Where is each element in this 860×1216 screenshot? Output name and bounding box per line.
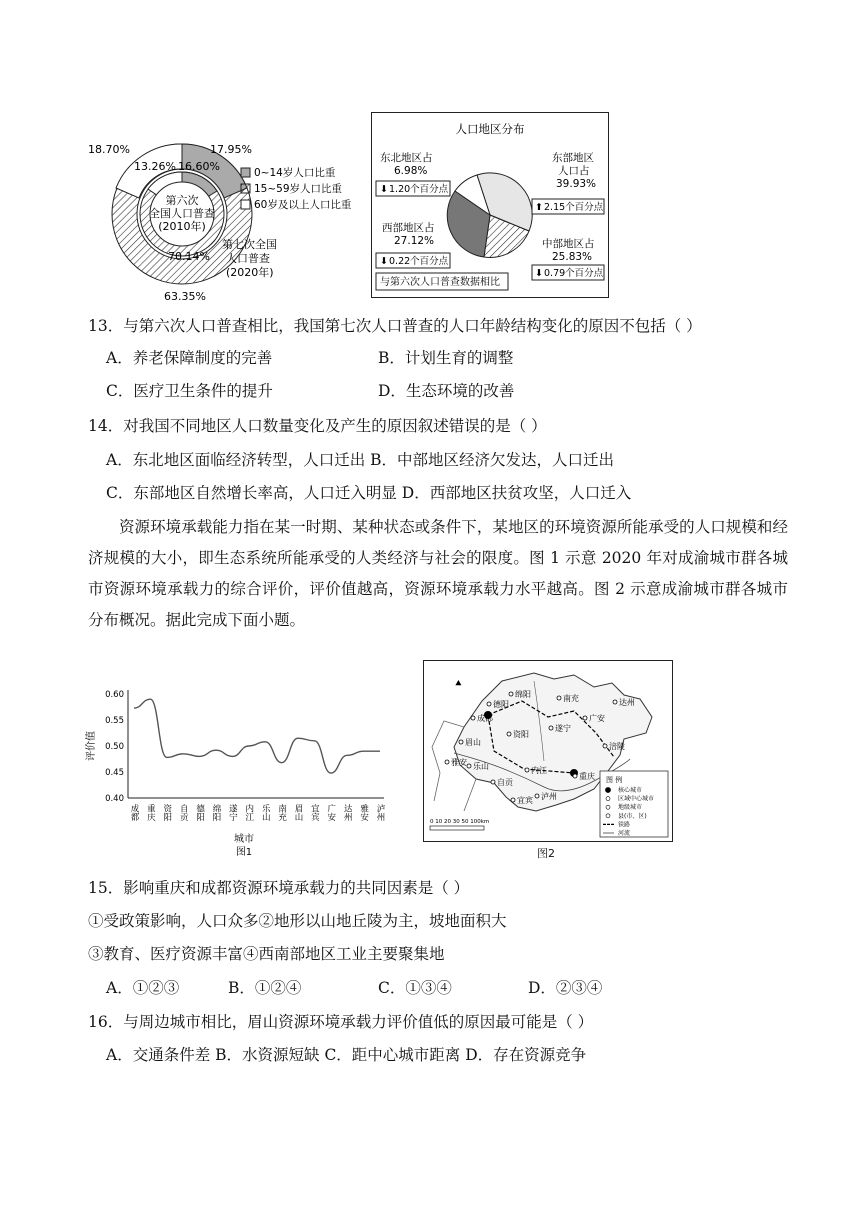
region-title: 人口地区分布 xyxy=(455,122,525,136)
map-legend-item: 河流 xyxy=(618,830,631,837)
east-change: 2.15个百分点 xyxy=(544,202,604,213)
legend-swatch-1559 xyxy=(241,184,250,193)
y-tick-label: 0.50 xyxy=(105,742,124,752)
q13-stem: 13．与第六次人口普查相比，我国第七次人口普查的人口年龄结构变化的原因不包括（ ） xyxy=(88,317,702,335)
city-marker xyxy=(491,780,495,784)
city-label: 宜宾 xyxy=(517,796,533,805)
x-tick-label: 南充 xyxy=(276,804,287,821)
city-label: 涪陵 xyxy=(609,742,625,751)
northeast-change: 1.20个百分点 xyxy=(389,184,449,195)
y-tick-label: 0.40 xyxy=(105,794,124,804)
down-arrow-icon: ⬇ xyxy=(380,184,388,195)
map-legend-item: 县(市、区) xyxy=(618,812,647,820)
east-value: 39.93% xyxy=(556,178,597,190)
central-value: 25.83% xyxy=(552,251,593,263)
map-legend-item: 地级城市 xyxy=(618,804,643,812)
outer-60-label: 18.70% xyxy=(88,143,130,156)
inner-014-label: 16.60% xyxy=(178,160,220,173)
y-tick-label: 0.55 xyxy=(105,716,124,726)
city-label: 眉山 xyxy=(465,738,481,747)
x-tick-label: 乐山 xyxy=(260,804,271,821)
down-arrow-icon: ⬇ xyxy=(380,256,388,267)
city-marker xyxy=(509,692,513,696)
x-tick-label: 广安 xyxy=(325,804,336,821)
city-marker xyxy=(557,696,561,700)
y-axis-label: 评价值 xyxy=(86,731,97,761)
q15-option-c[interactable]: C．①③④ xyxy=(378,979,452,997)
city-label: 内江 xyxy=(531,766,547,775)
up-arrow-icon: ⬆ xyxy=(535,202,543,213)
city-marker xyxy=(507,732,511,736)
city-label: 雅安 xyxy=(451,758,467,767)
city-label: 重庆 xyxy=(579,772,595,781)
outer-label-1: 第七次全国 xyxy=(222,238,277,251)
west-change: 0.22个百分点 xyxy=(389,256,449,267)
city-marker xyxy=(511,798,515,802)
region-distribution-figure xyxy=(371,112,609,298)
city-label: 达州 xyxy=(619,698,635,707)
q13-option-a[interactable]: A．养老保障制度的完善 xyxy=(106,349,273,367)
city-label: 绵阳 xyxy=(515,690,531,699)
line-chart-svg xyxy=(84,680,388,860)
q15-statement-1: ①受政策影响，人口众多②地形以山地丘陵为主，坡地面积大 xyxy=(88,912,507,930)
x-tick-label: 达州 xyxy=(342,804,353,821)
population-age-figure xyxy=(86,128,366,304)
q14-options-ab[interactable]: A．东北地区面临经济转型，人口迁出 B．中部地区经济欠发达，人口迁出 xyxy=(106,451,615,469)
x-tick-label: 内江 xyxy=(243,804,254,821)
q16-stem: 16．与周边城市相比，眉山资源环境承载力评价值低的原因最可能是（ ） xyxy=(88,1013,594,1031)
x-tick-label: 泸州 xyxy=(375,804,385,821)
q15-option-d[interactable]: D．②③④ xyxy=(528,979,603,997)
q16-options[interactable]: A．交通条件差 B．水资源短缺 C．距中心城市距离 D．存在资源竞争 xyxy=(106,1046,587,1064)
legend-symbol xyxy=(606,814,610,818)
legend-swatch-60 xyxy=(241,200,250,209)
city-marker xyxy=(613,700,617,704)
inner-1559-label: 70.14% xyxy=(168,250,210,263)
city-marker xyxy=(603,744,607,748)
center-label-1: 第六次 xyxy=(165,194,199,207)
legend-swatch-014 xyxy=(241,168,250,177)
legend-1559: 15~59岁人口比重 xyxy=(254,183,343,195)
city-label: 泸州 xyxy=(541,792,557,801)
scale-label: 0 10 20 30 50 100km xyxy=(430,819,490,825)
center-label-2: 全国人口普查 xyxy=(149,207,215,220)
city-label: 资阳 xyxy=(513,730,529,739)
q15-option-b[interactable]: B．①②④ xyxy=(228,979,302,997)
city-label: 乐山 xyxy=(473,762,489,771)
northeast-value: 6.98% xyxy=(394,165,428,177)
city-marker xyxy=(525,768,529,772)
x-tick-label: 绵阳 xyxy=(211,804,221,821)
x-tick-label: 重庆 xyxy=(145,804,156,821)
city-marker xyxy=(467,764,471,768)
city-marker xyxy=(445,760,449,764)
q15-statement-2: ③教育、医疗资源丰富④西南部地区工业主要聚集地 xyxy=(88,945,445,963)
q13-option-c[interactable]: C．医疗卫生条件的提升 xyxy=(106,382,273,400)
q15-option-a[interactable]: A．①②③ xyxy=(106,979,180,997)
x-axis-label: 城市 xyxy=(234,834,254,845)
outer-label-2: 人口普查 xyxy=(226,252,270,265)
west-name: 西部地区占 xyxy=(382,222,435,234)
scale-bar xyxy=(430,826,484,830)
legend-symbol xyxy=(606,805,610,809)
city-label: 广安 xyxy=(589,714,605,723)
central-name: 中部地区占 xyxy=(542,238,595,250)
west-value: 27.12% xyxy=(394,235,435,247)
outer-label-3: (2020年) xyxy=(226,266,274,279)
age-ring-chart xyxy=(86,128,366,304)
city-label: 成都 xyxy=(477,714,493,723)
map-legend-item: 铁路 xyxy=(618,821,631,829)
map-legend-item: 核心城市 xyxy=(618,787,643,794)
city-marker xyxy=(549,726,553,730)
city-marker xyxy=(573,774,577,778)
map-svg xyxy=(424,661,672,841)
y-tick-label: 0.45 xyxy=(105,768,124,778)
legend-symbol xyxy=(605,787,610,792)
figure-1-caption: 图1 xyxy=(235,847,253,858)
outer-1559-label: 63.35% xyxy=(164,290,206,303)
city-marker xyxy=(487,702,491,706)
legend-60: 60岁及以上人口比重 xyxy=(254,199,352,211)
east-name-2: 人口占 xyxy=(558,165,590,177)
east-name-1: 东部地区 xyxy=(552,152,594,164)
north-arrow-icon: ⯅ xyxy=(454,677,463,690)
city-marker xyxy=(535,794,539,798)
inner-60-label: 13.26% xyxy=(134,160,176,173)
city-marker xyxy=(471,716,475,720)
x-tick-label: 自贡 xyxy=(178,804,189,821)
city-label: 自贡 xyxy=(497,778,513,787)
x-tick-label: 宜宾 xyxy=(309,804,320,821)
central-change: 0.79个百分点 xyxy=(544,268,604,279)
x-tick-label: 资阳 xyxy=(161,804,172,821)
q13-option-d[interactable]: D．生态环境的改善 xyxy=(378,382,515,400)
x-tick-label: 德阳 xyxy=(194,804,205,821)
figure-2-caption: 图2 xyxy=(537,847,555,860)
q14-options-cd[interactable]: C．东部地区自然增长率高，人口迁入明显 D．西部地区扶贫攻坚，人口迁入 xyxy=(106,484,632,502)
y-tick-label: 0.60 xyxy=(105,690,124,700)
evaluation-line-chart xyxy=(84,680,388,860)
city-marker xyxy=(583,716,587,720)
q15-stem: 15．影响重庆和成都资源环境承载力的共同因素是（ ） xyxy=(88,879,470,897)
region-footer: 与第六次人口普查数据相比 xyxy=(380,277,500,288)
city-label: 遂宁 xyxy=(555,724,571,733)
legend-014: 0~14岁人口比重 xyxy=(254,167,336,179)
city-label: 南充 xyxy=(563,694,579,703)
x-tick-label: 成都 xyxy=(129,804,139,821)
center-label-3: (2010年) xyxy=(158,220,206,233)
region-pie-chart xyxy=(372,113,608,297)
northeast-name: 东北地区占 xyxy=(380,152,433,164)
legend-symbol xyxy=(606,797,610,801)
x-tick-label: 眉山 xyxy=(293,804,303,821)
series-line xyxy=(134,699,380,773)
x-tick-label: 遂宁 xyxy=(227,804,238,821)
q13-option-b[interactable]: B．计划生育的调整 xyxy=(378,349,514,367)
city-marker xyxy=(459,740,463,744)
city-label: 德阳 xyxy=(493,700,509,709)
x-tick-label: 雅安 xyxy=(358,804,369,821)
chengyu-map-figure xyxy=(423,660,673,842)
down-arrow-icon: ⬇ xyxy=(535,268,543,279)
outer-014-label: 17.95% xyxy=(210,143,252,156)
map-legend-title: 图 例 xyxy=(606,776,623,784)
passage-text: 资源环境承载能力指在某一时期、某种状态或条件下，某地区的环境资源所能承受的人口规模和经济规模的大小，即生态系统所能承受的人类经济与社会的限度。图 1 示意 2020 年对成渝城市群各城市资源环境承载力的综合评价，评价值越高，资源环境承载力水平越高。图 2 示意成渝城市群各城市分布概况。据此完成下面小题。 xyxy=(88,518,788,629)
q14-stem: 14．对我国不同地区人口数量变化及产生的原因叙述错误的是（ ） xyxy=(88,417,547,435)
map-legend-item: 区域中心城市 xyxy=(618,795,655,803)
